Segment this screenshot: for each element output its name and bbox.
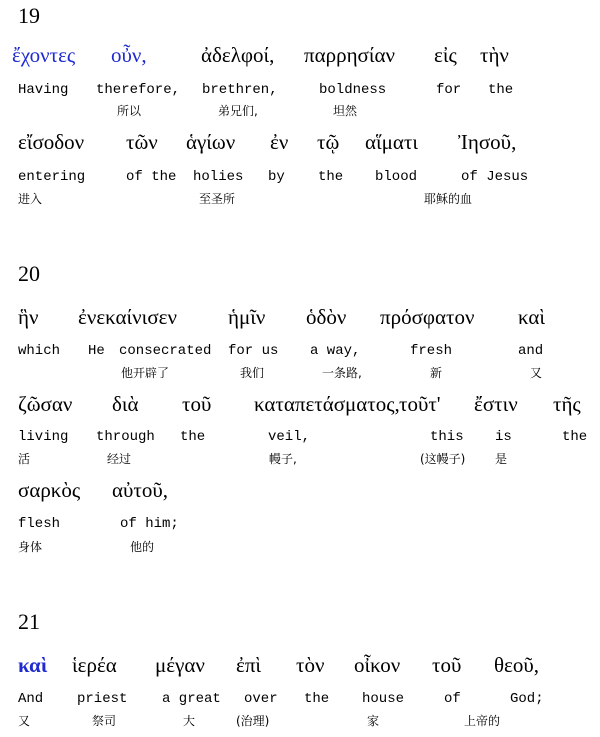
greek-word: τὴν: [480, 43, 509, 67]
chinese-gloss: 新: [430, 366, 443, 380]
greek-word: αἵματι: [365, 130, 419, 154]
greek-word: ἣν: [18, 305, 39, 329]
greek-word: ἐπὶ: [236, 653, 262, 677]
verse-number-19: 19: [18, 3, 40, 28]
english-gloss: of Jesus: [461, 169, 529, 185]
english-gloss: Having: [18, 82, 69, 98]
english-gloss: through: [96, 429, 155, 445]
english-gloss: priest: [77, 691, 128, 707]
greek-word: τὸν: [296, 653, 325, 677]
english-gloss: the: [180, 429, 206, 445]
english-gloss: by: [268, 169, 285, 185]
greek-word: παρρησίαν: [304, 43, 396, 67]
greek-word: τῶν: [126, 130, 158, 154]
chinese-gloss: (治理): [236, 714, 270, 728]
greek-word: τοῦτ': [399, 392, 441, 416]
chinese-gloss: 进入: [18, 192, 43, 206]
english-gloss: consecrated: [119, 343, 212, 359]
chinese-gloss: 身体: [18, 540, 43, 554]
english-gloss: of the: [126, 169, 177, 185]
greek-word: ἡμῖν: [228, 305, 266, 329]
english-gloss: boldness: [319, 82, 387, 98]
english-gloss: of: [444, 691, 461, 707]
english-gloss: brethren,: [202, 82, 278, 98]
chinese-gloss: 坦然: [333, 104, 358, 118]
chinese-gloss: 又: [18, 714, 31, 728]
chinese-gloss: 他的: [130, 540, 155, 554]
greek-word: ἔχοντες: [12, 43, 76, 67]
greek-word: οἶκον: [354, 653, 401, 677]
english-gloss: flesh: [18, 516, 61, 532]
english-gloss: a great: [162, 691, 221, 707]
greek-word: θεοῦ,: [494, 653, 540, 677]
english-gloss: living: [18, 429, 69, 445]
greek-word: μέγαν: [155, 653, 205, 677]
chinese-gloss: 耶稣的血: [424, 192, 473, 206]
chinese-gloss: 弟兄们,: [218, 104, 258, 118]
english-gloss: and: [518, 343, 544, 359]
verse-number-20: 20: [18, 261, 40, 286]
english-gloss: over: [244, 691, 278, 707]
english-gloss: blood: [375, 169, 418, 185]
greek-word: διὰ: [112, 392, 139, 416]
chinese-gloss: 所以: [117, 104, 142, 118]
english-gloss: the: [304, 691, 330, 707]
english-gloss: fresh: [410, 343, 453, 359]
greek-word: σαρκὸς: [18, 478, 81, 502]
greek-word: ζῶσαν: [18, 392, 73, 416]
english-gloss: a way,: [310, 343, 361, 359]
english-gloss: entering: [18, 169, 86, 185]
greek-word: οὖν,: [111, 43, 147, 67]
english-gloss: which: [18, 343, 61, 359]
chinese-gloss: 上帝的: [464, 714, 501, 728]
chinese-gloss: 又: [530, 366, 543, 380]
chinese-gloss: 幔子,: [269, 452, 297, 466]
chinese-gloss: (这幔子): [420, 452, 466, 466]
greek-word: τοῦ: [432, 653, 462, 677]
greek-word: εἴσοδον: [18, 130, 85, 154]
chinese-gloss: 大: [183, 714, 196, 728]
greek-word: πρόσφατον: [380, 305, 475, 329]
chinese-gloss: 家: [367, 714, 380, 728]
greek-word: ἱερέα: [72, 653, 117, 677]
greek-word: τῆς: [553, 392, 581, 416]
english-gloss: for: [436, 82, 462, 98]
english-gloss: veil,: [268, 429, 311, 445]
greek-word: καταπετάσματος,: [254, 392, 400, 416]
greek-word: ἀδελφοί,: [201, 43, 275, 67]
english-gloss: the: [488, 82, 514, 98]
chinese-gloss: 祭司: [92, 714, 117, 728]
chinese-gloss: 至圣所: [199, 192, 236, 206]
greek-word: καὶ: [18, 653, 48, 677]
english-gloss: this: [430, 429, 464, 445]
chinese-gloss: 他开辟了: [121, 366, 170, 380]
chinese-gloss: 是: [495, 452, 508, 466]
english-gloss: for us: [228, 343, 279, 359]
greek-word: ἔστιν: [474, 392, 518, 416]
english-gloss: therefore,: [96, 82, 181, 98]
greek-word: ἐνεκαίνισεν: [78, 305, 177, 329]
english-gloss: And: [18, 691, 44, 707]
english-gloss: God;: [510, 691, 544, 707]
chinese-gloss: 一条路,: [322, 366, 362, 380]
english-gloss: the: [562, 429, 588, 445]
greek-word: τοῦ: [182, 392, 212, 416]
english-gloss: is: [495, 429, 512, 445]
english-gloss: the: [318, 169, 344, 185]
chinese-gloss: 我们: [240, 366, 265, 380]
chinese-gloss: 活: [18, 452, 31, 466]
greek-word: εἰς: [434, 43, 457, 67]
verse-number-21: 21: [18, 609, 40, 634]
greek-word: ὁδὸν: [306, 305, 347, 329]
greek-word: τῷ: [317, 130, 340, 154]
greek-word: ἁγίων: [186, 130, 236, 154]
greek-word: καὶ: [518, 305, 546, 329]
greek-word: ἐν: [270, 130, 289, 154]
english-gloss: of him;: [120, 516, 179, 532]
english-gloss: house: [362, 691, 405, 707]
greek-word: αὐτοῦ,: [112, 478, 168, 502]
english-gloss: holies: [193, 169, 244, 185]
chinese-gloss: 经过: [107, 452, 132, 466]
english-gloss: He: [88, 343, 105, 359]
greek-word: Ἰησοῦ,: [458, 130, 517, 154]
